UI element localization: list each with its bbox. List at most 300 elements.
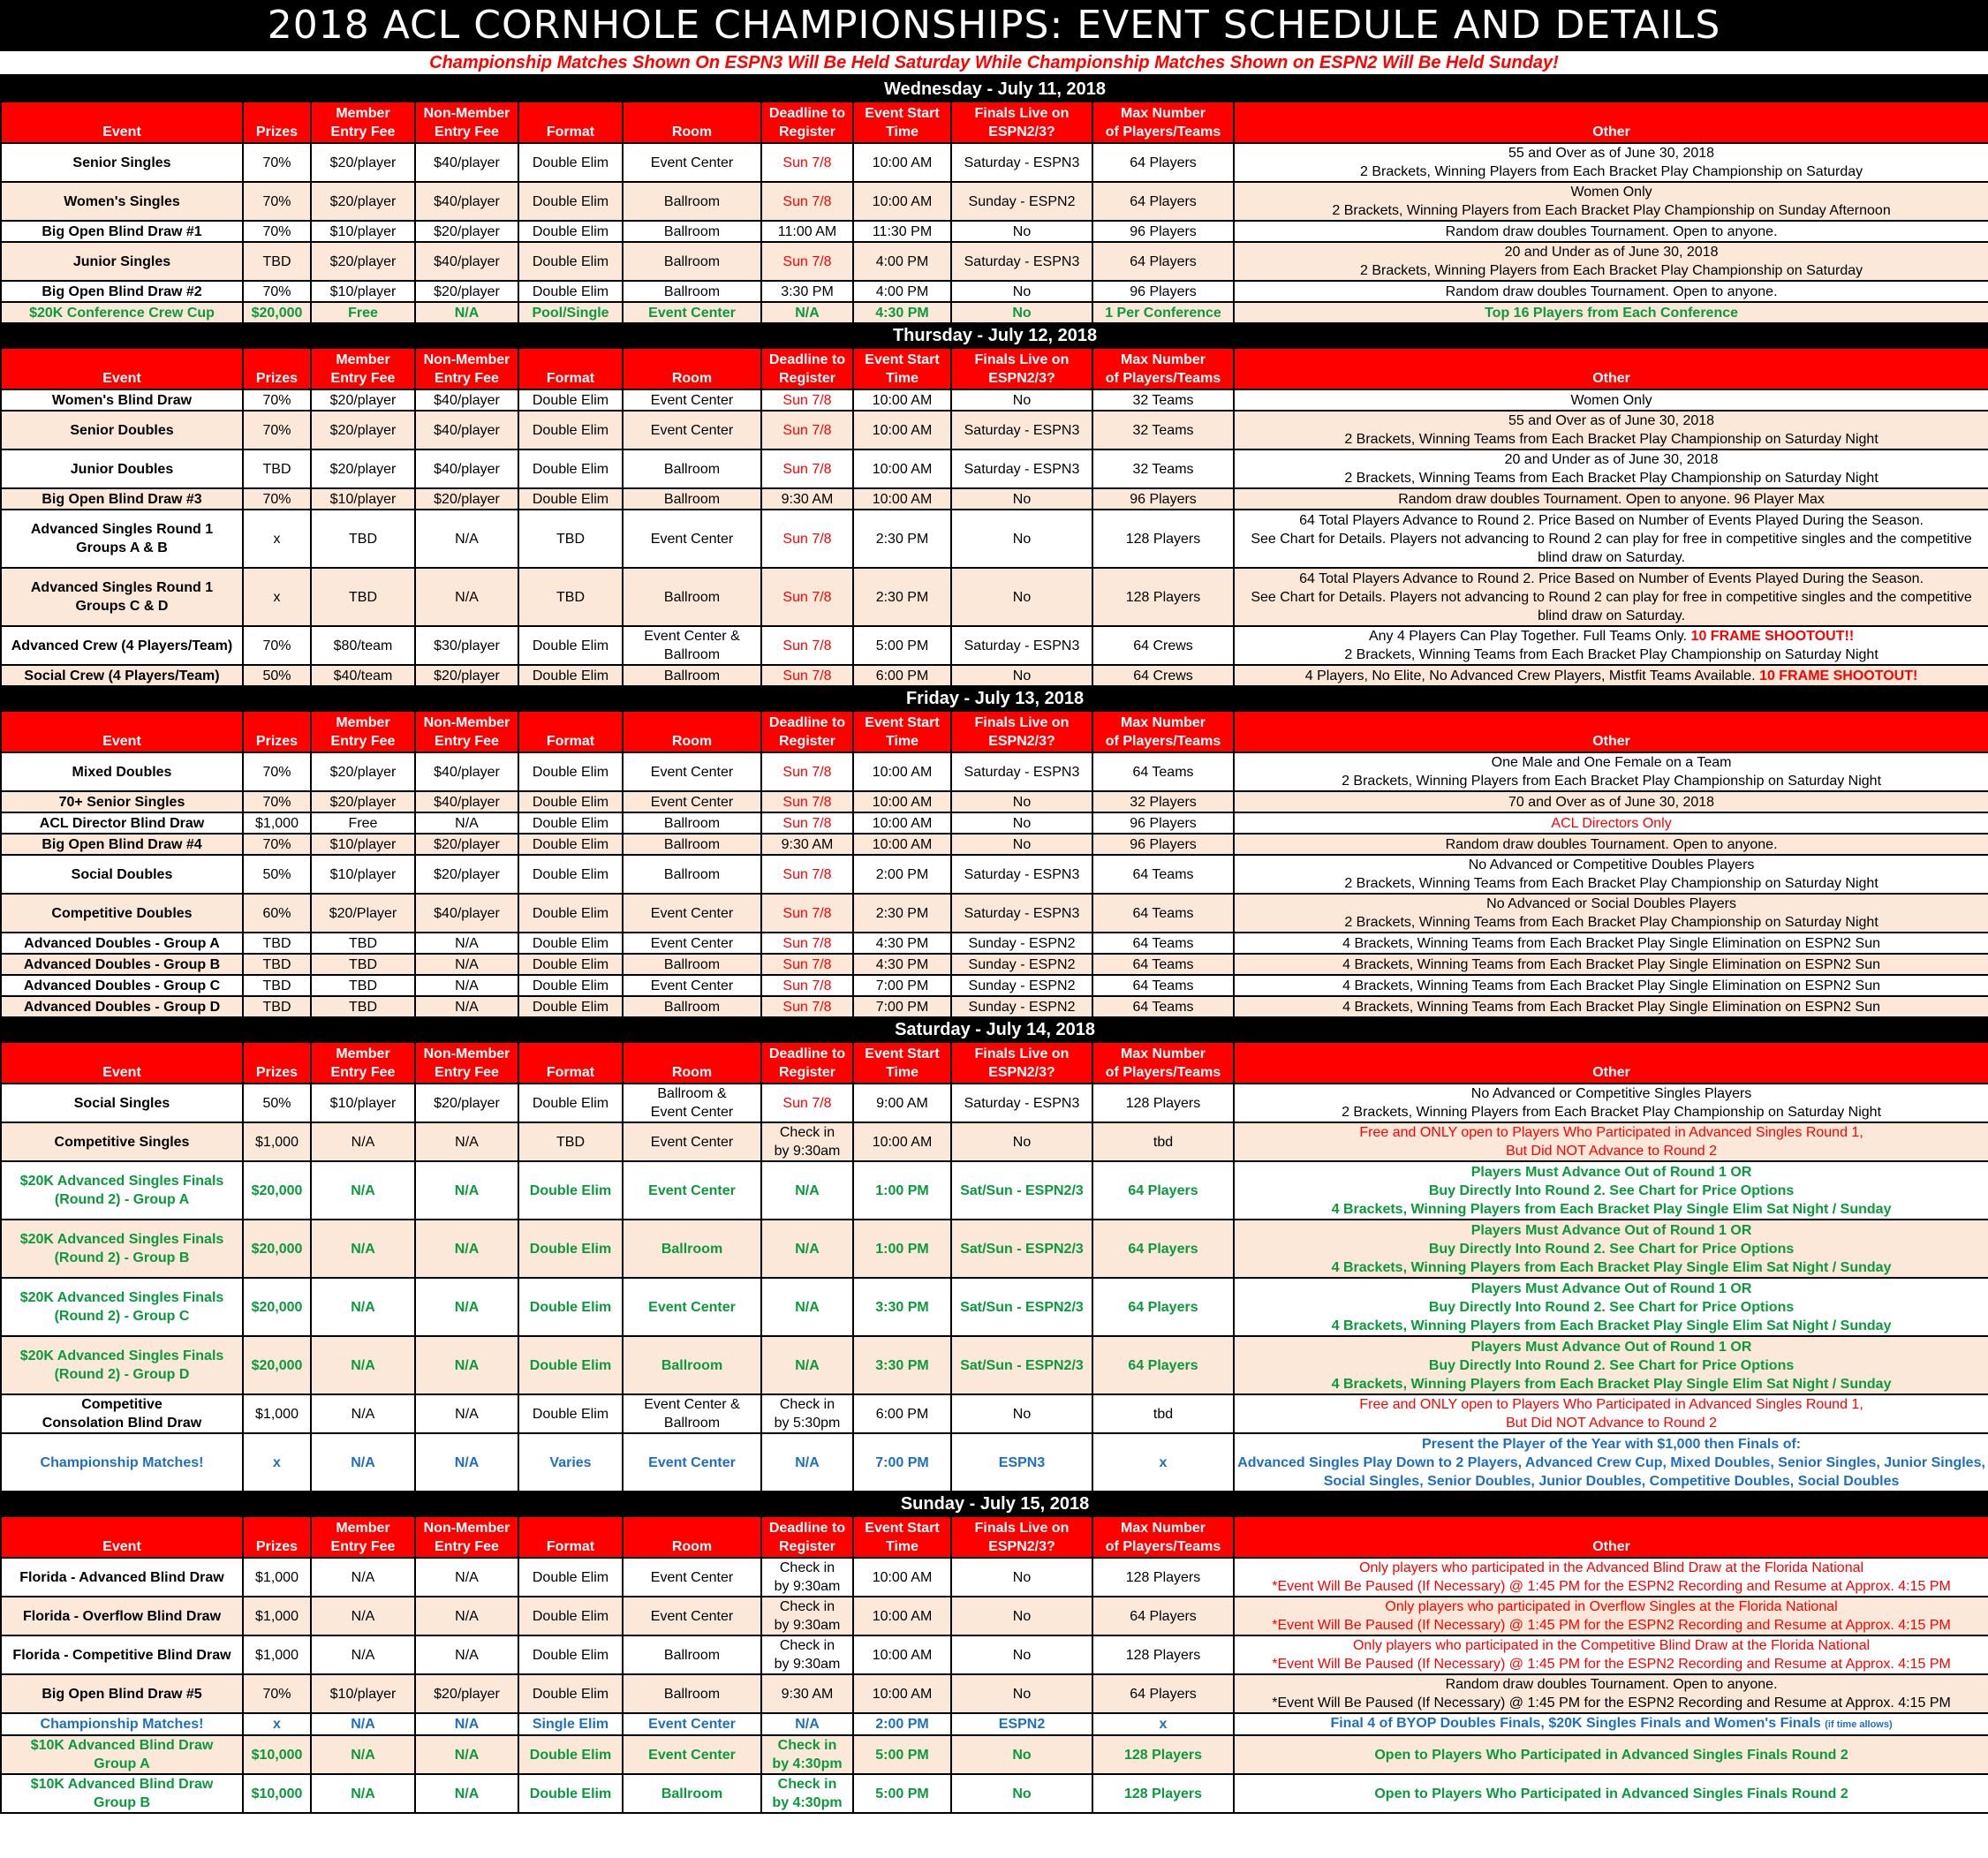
cell-member-fee: N/A <box>311 1122 415 1161</box>
column-header-room: Room <box>623 1516 761 1558</box>
cell-start-time: 7:00 PM <box>853 1433 951 1492</box>
cell-deadline: Sun 7/8 <box>761 626 853 665</box>
table-row <box>1 1220 1988 1278</box>
table-row <box>1 834 1988 855</box>
table-row <box>1 1558 1988 1597</box>
cell-finals-live: No <box>951 281 1092 302</box>
cell-member-fee: TBD <box>311 996 415 1017</box>
cell-finals-live: Sunday - ESPN2 <box>951 182 1092 221</box>
cell-room: Ballroom <box>623 221 761 242</box>
cell-room: Event Center <box>623 389 761 411</box>
cell-format: Double Elim <box>518 1635 623 1674</box>
cell-prizes: $20,000 <box>243 302 311 323</box>
cell-member-fee: TBD <box>311 510 415 568</box>
cell-member-fee: $20/player <box>311 791 415 812</box>
cell-finals-live: No <box>951 665 1092 686</box>
cell-max-number: 64 Players <box>1092 1161 1234 1220</box>
cell-format: Double Elim <box>518 1278 623 1336</box>
cell-format: Double Elim <box>518 143 623 182</box>
cell-room: Ballroom & Event Center <box>623 1084 761 1122</box>
cell-deadline: N/A <box>761 302 853 323</box>
column-header-event: Event <box>1 348 243 389</box>
cell-prizes: 70% <box>243 143 311 182</box>
cell-start-time: 4:00 PM <box>853 242 951 281</box>
cell-non-member-fee: $20/player <box>415 488 518 510</box>
cell-non-member-fee: $20/player <box>415 1674 518 1713</box>
cell-member-fee: $10/player <box>311 1084 415 1122</box>
table-row <box>1 975 1988 996</box>
cell-room: Event Center <box>623 510 761 568</box>
column-header-format: Format <box>518 1516 623 1558</box>
cell-max-number: 64 Players <box>1092 182 1234 221</box>
cell-start-time: 10:00 AM <box>853 449 951 488</box>
column-header-start-time: Event Start Time <box>853 348 951 389</box>
cell-member-fee: $20/player <box>311 242 415 281</box>
cell-member-fee: $10/player <box>311 855 415 894</box>
page-subtitle: Championship Matches Shown On ESPN3 Will Be Held Saturday While Championship Matches Shown on ESPN2 Will Be Held Sunday! <box>0 51 1988 76</box>
table-row <box>1 1597 1988 1635</box>
cell-finals-live: Sunday - ESPN2 <box>951 975 1092 996</box>
day-label: Friday - July 13, 2018 <box>1 686 1988 711</box>
table-row <box>1 665 1988 686</box>
cell-format: Double Elim <box>518 1220 623 1278</box>
cell-non-member-fee: $20/player <box>415 834 518 855</box>
cell-finals-live: No <box>951 302 1092 323</box>
column-header-other: Other <box>1234 348 1988 389</box>
column-header-non-member-fee: Non-Member Entry Fee <box>415 348 518 389</box>
cell-other: No Advanced or Competitive Doubles Players 2 Brackets, Winning Teams from Each Bracket Play Championship on Saturday Night <box>1234 855 1988 894</box>
cell-non-member-fee: $40/player <box>415 389 518 411</box>
cell-start-time: 1:00 PM <box>853 1161 951 1220</box>
cell-event: Advanced Crew (4 Players/Team) <box>1 626 243 665</box>
table-row <box>1 182 1988 221</box>
cell-start-time: 10:00 AM <box>853 1558 951 1597</box>
cell-event: Championship Matches! <box>1 1433 243 1492</box>
cell-prizes: $1,000 <box>243 1558 311 1597</box>
cell-room: Event Center & Ballroom <box>623 626 761 665</box>
cell-event: Women's Blind Draw <box>1 389 243 411</box>
column-header-member-fee: Member Entry Fee <box>311 102 415 143</box>
cell-non-member-fee: N/A <box>415 568 518 626</box>
column-header-prizes: Prizes <box>243 1516 311 1558</box>
cell-other: 4 Brackets, Winning Teams from Each Bracket Play Single Elimination on ESPN2 Sun <box>1234 996 1988 1017</box>
cell-prizes: 70% <box>243 1674 311 1713</box>
cell-max-number: 64 Crews <box>1092 626 1234 665</box>
table-row <box>1 752 1988 791</box>
cell-event: Competitive Consolation Blind Draw <box>1 1394 243 1433</box>
cell-member-fee: N/A <box>311 1161 415 1220</box>
cell-max-number: 64 Players <box>1092 242 1234 281</box>
cell-prizes: $1,000 <box>243 812 311 834</box>
cell-max-number: 96 Players <box>1092 221 1234 242</box>
table-row <box>1 1122 1988 1161</box>
column-header-deadline: Deadline to Register <box>761 711 853 752</box>
cell-member-fee: TBD <box>311 975 415 996</box>
cell-event: $10K Advanced Blind Draw Group A <box>1 1735 243 1774</box>
cell-non-member-fee: $40/player <box>415 182 518 221</box>
cell-member-fee: $20/player <box>311 182 415 221</box>
cell-format: Double Elim <box>518 812 623 834</box>
cell-event: Florida - Overflow Blind Draw <box>1 1597 243 1635</box>
cell-event: Florida - Competitive Blind Draw <box>1 1635 243 1674</box>
cell-other: 70 and Over as of June 30, 2018 <box>1234 791 1988 812</box>
cell-other: Random draw doubles Tournament. Open to anyone. <box>1234 834 1988 855</box>
cell-start-time: 10:00 AM <box>853 752 951 791</box>
table-row <box>1 389 1988 411</box>
cell-room: Event Center <box>623 1433 761 1492</box>
cell-format: Double Elim <box>518 411 623 449</box>
cell-start-time: 10:00 AM <box>853 182 951 221</box>
cell-finals-live: No <box>951 1674 1092 1713</box>
column-header-room: Room <box>623 348 761 389</box>
cell-other: 4 Brackets, Winning Teams from Each Bracket Play Single Elimination on ESPN2 Sun <box>1234 954 1988 975</box>
column-header-finals-live: Finals Live on ESPN2/3? <box>951 102 1092 143</box>
table-row <box>1 1774 1988 1813</box>
cell-deadline: Sun 7/8 <box>761 894 853 933</box>
cell-event: Advanced Singles Round 1 Groups C & D <box>1 568 243 626</box>
table-row <box>1 302 1988 323</box>
cell-format: Pool/Single <box>518 302 623 323</box>
cell-deadline: Sun 7/8 <box>761 933 853 954</box>
cell-format: Double Elim <box>518 855 623 894</box>
cell-event: Social Singles <box>1 1084 243 1122</box>
cell-event: $20K Conference Crew Cup <box>1 302 243 323</box>
cell-event: Florida - Advanced Blind Draw <box>1 1558 243 1597</box>
column-header-room: Room <box>623 711 761 752</box>
cell-finals-live: No <box>951 488 1092 510</box>
cell-start-time: 7:00 PM <box>853 996 951 1017</box>
table-row <box>1 1713 1988 1735</box>
column-header-finals-live: Finals Live on ESPN2/3? <box>951 1042 1092 1084</box>
cell-deadline: Sun 7/8 <box>761 812 853 834</box>
cell-deadline: N/A <box>761 1713 853 1735</box>
cell-other: Top 16 Players from Each Conference <box>1234 302 1988 323</box>
cell-non-member-fee: $20/player <box>415 221 518 242</box>
cell-room: Ballroom <box>623 954 761 975</box>
cell-finals-live: Saturday - ESPN3 <box>951 242 1092 281</box>
cell-finals-live: No <box>951 568 1092 626</box>
cell-event: Big Open Blind Draw #5 <box>1 1674 243 1713</box>
cell-member-fee: TBD <box>311 933 415 954</box>
cell-finals-live: Sunday - ESPN2 <box>951 996 1092 1017</box>
cell-prizes: $10,000 <box>243 1735 311 1774</box>
cell-start-time: 10:00 AM <box>853 1635 951 1674</box>
cell-room: Event Center <box>623 143 761 182</box>
cell-finals-live: Sat/Sun - ESPN2/3 <box>951 1278 1092 1336</box>
cell-max-number: x <box>1092 1433 1234 1492</box>
day-header <box>1 323 1988 348</box>
cell-deadline: Check in by 9:30am <box>761 1122 853 1161</box>
column-header-deadline: Deadline to Register <box>761 1042 853 1084</box>
cell-other: Women Only <box>1234 389 1988 411</box>
cell-format: TBD <box>518 568 623 626</box>
day-label: Thursday - July 12, 2018 <box>1 323 1988 348</box>
cell-deadline: Check in by 9:30am <box>761 1597 853 1635</box>
table-row <box>1 626 1988 665</box>
column-header-start-time: Event Start Time <box>853 1516 951 1558</box>
cell-room: Event Center <box>623 933 761 954</box>
cell-prizes: TBD <box>243 933 311 954</box>
cell-prizes: x <box>243 1433 311 1492</box>
cell-event: Championship Matches! <box>1 1713 243 1735</box>
cell-event: $20K Advanced Singles Finals (Round 2) - Group C <box>1 1278 243 1336</box>
cell-prizes: 70% <box>243 389 311 411</box>
cell-prizes: $20,000 <box>243 1336 311 1394</box>
table-row <box>1 1674 1988 1713</box>
cell-deadline: Sun 7/8 <box>761 242 853 281</box>
cell-prizes: 70% <box>243 221 311 242</box>
column-header-non-member-fee: Non-Member Entry Fee <box>415 1516 518 1558</box>
cell-deadline: 9:30 AM <box>761 834 853 855</box>
cell-event: Advanced Doubles - Group C <box>1 975 243 996</box>
table-row <box>1 1336 1988 1394</box>
cell-prizes: 70% <box>243 488 311 510</box>
cell-non-member-fee: N/A <box>415 1774 518 1813</box>
cell-finals-live: Saturday - ESPN3 <box>951 449 1092 488</box>
cell-start-time: 2:00 PM <box>853 1713 951 1735</box>
cell-format: Double Elim <box>518 791 623 812</box>
day-header <box>1 686 1988 711</box>
cell-deadline: Sun 7/8 <box>761 143 853 182</box>
cell-prizes: TBD <box>243 449 311 488</box>
cell-start-time: 10:00 AM <box>853 488 951 510</box>
cell-non-member-fee: N/A <box>415 1433 518 1492</box>
cell-non-member-fee: N/A <box>415 1122 518 1161</box>
column-header-room: Room <box>623 102 761 143</box>
cell-event: Big Open Blind Draw #1 <box>1 221 243 242</box>
cell-non-member-fee: N/A <box>415 302 518 323</box>
cell-deadline: Check in by 9:30am <box>761 1558 853 1597</box>
cell-other: No Advanced or Social Doubles Players 2 Brackets, Winning Teams from Each Bracket Play Championship on Saturday Night <box>1234 894 1988 933</box>
cell-finals-live: No <box>951 812 1092 834</box>
cell-member-fee: N/A <box>311 1774 415 1813</box>
cell-event: Advanced Doubles - Group D <box>1 996 243 1017</box>
cell-event: $10K Advanced Blind Draw Group B <box>1 1774 243 1813</box>
column-header-prizes: Prizes <box>243 348 311 389</box>
cell-deadline: Sun 7/8 <box>761 791 853 812</box>
cell-start-time: 10:00 AM <box>853 143 951 182</box>
day-label: Saturday - July 14, 2018 <box>1 1017 1988 1042</box>
column-header-other: Other <box>1234 102 1988 143</box>
cell-event: Big Open Blind Draw #2 <box>1 281 243 302</box>
cell-room: Ballroom <box>623 665 761 686</box>
cell-other: Only players who participated in Overflow Singles at the Florida National *Event Will Be Paused (If Necessary) @ 1:45 PM for the ESPN2 Recording and Resume at Approx. 4:15 PM <box>1234 1597 1988 1635</box>
cell-max-number: 64 Teams <box>1092 855 1234 894</box>
cell-other: Open to Players Who Participated in Advanced Singles Finals Round 2 <box>1234 1735 1988 1774</box>
cell-max-number: 128 Players <box>1092 1558 1234 1597</box>
cell-format: Double Elim <box>518 488 623 510</box>
cell-start-time: 3:30 PM <box>853 1278 951 1336</box>
cell-start-time: 2:30 PM <box>853 510 951 568</box>
cell-prizes: 50% <box>243 1084 311 1122</box>
cell-max-number: 96 Players <box>1092 488 1234 510</box>
cell-deadline: N/A <box>761 1336 853 1394</box>
cell-non-member-fee: $40/player <box>415 449 518 488</box>
cell-finals-live: ESPN2 <box>951 1713 1092 1735</box>
table-row <box>1 855 1988 894</box>
cell-max-number: tbd <box>1092 1394 1234 1433</box>
column-header-row <box>1 348 1988 389</box>
column-header-row <box>1 1516 1988 1558</box>
column-header-format: Format <box>518 1042 623 1084</box>
table-row <box>1 1161 1988 1220</box>
cell-finals-live: Saturday - ESPN3 <box>951 626 1092 665</box>
cell-start-time: 10:00 AM <box>853 812 951 834</box>
cell-non-member-fee: N/A <box>415 996 518 1017</box>
cell-start-time: 6:00 PM <box>853 1394 951 1433</box>
column-header-non-member-fee: Non-Member Entry Fee <box>415 1042 518 1084</box>
cell-prizes: $1,000 <box>243 1122 311 1161</box>
cell-format: Double Elim <box>518 1161 623 1220</box>
cell-finals-live: No <box>951 791 1092 812</box>
cell-max-number: 128 Players <box>1092 1635 1234 1674</box>
cell-member-fee: $40/team <box>311 665 415 686</box>
cell-non-member-fee: $30/player <box>415 626 518 665</box>
table-row <box>1 1433 1988 1492</box>
cell-non-member-fee: N/A <box>415 1161 518 1220</box>
cell-finals-live: Saturday - ESPN3 <box>951 143 1092 182</box>
cell-other: Players Must Advance Out of Round 1 OR Buy Directly Into Round 2. See Chart for Price Options 4 Brackets, Winning Players from Each Bracket Play Single Elim Sat Night / Sunday <box>1234 1278 1988 1336</box>
cell-start-time: 4:30 PM <box>853 933 951 954</box>
cell-max-number: 32 Teams <box>1092 389 1234 411</box>
cell-event: Junior Doubles <box>1 449 243 488</box>
cell-deadline: Check in by 9:30am <box>761 1635 853 1674</box>
cell-start-time: 2:00 PM <box>853 855 951 894</box>
cell-start-time: 4:00 PM <box>853 281 951 302</box>
cell-member-fee: N/A <box>311 1735 415 1774</box>
cell-format: Double Elim <box>518 389 623 411</box>
cell-prizes: $1,000 <box>243 1597 311 1635</box>
cell-format: Double Elim <box>518 1674 623 1713</box>
cell-non-member-fee: N/A <box>415 812 518 834</box>
schedule-body <box>1 77 1988 1813</box>
cell-deadline: Check in by 5:30pm <box>761 1394 853 1433</box>
cell-event: Social Doubles <box>1 855 243 894</box>
cell-format: Single Elim <box>518 1713 623 1735</box>
cell-other: Women Only 2 Brackets, Winning Players from Each Bracket Play Championship on Sunday Afternoon <box>1234 182 1988 221</box>
cell-start-time: 5:00 PM <box>853 1774 951 1813</box>
cell-event: 70+ Senior Singles <box>1 791 243 812</box>
cell-deadline: Sun 7/8 <box>761 182 853 221</box>
cell-room: Event Center <box>623 1161 761 1220</box>
cell-finals-live: Saturday - ESPN3 <box>951 1084 1092 1122</box>
cell-non-member-fee: $40/player <box>415 143 518 182</box>
cell-other: Any 4 Players Can Play Together. Full Teams Only. 10 FRAME SHOOTOUT!! 2 Brackets, Winning Teams from Each Bracket Play Championship on Saturday Night <box>1234 626 1988 665</box>
cell-format: Double Elim <box>518 1394 623 1433</box>
cell-member-fee: $80/team <box>311 626 415 665</box>
column-header-format: Format <box>518 711 623 752</box>
cell-other: Present the Player of the Year with $1,000 then Finals of: Advanced Singles Play Down to 2 Players, Advanced Crew Cup, Mixed Doubles, Senior Singles, Junior Singles, Social Singles, Senior Doubles, Junior Doubles, Competitive Doubles, Social Doubles <box>1234 1433 1988 1492</box>
table-row <box>1 242 1988 281</box>
cell-deadline: Sun 7/8 <box>761 975 853 996</box>
cell-member-fee: $20/player <box>311 449 415 488</box>
cell-format: Double Elim <box>518 1558 623 1597</box>
table-row <box>1 1394 1988 1433</box>
cell-deadline: 9:30 AM <box>761 1674 853 1713</box>
column-header-member-fee: Member Entry Fee <box>311 348 415 389</box>
column-header-max-number: Max Number of Players/Teams <box>1092 1042 1234 1084</box>
cell-prizes: $10,000 <box>243 1774 311 1813</box>
cell-max-number: 128 Players <box>1092 1774 1234 1813</box>
cell-room: Ballroom <box>623 834 761 855</box>
table-row <box>1 791 1988 812</box>
cell-deadline: N/A <box>761 1161 853 1220</box>
cell-max-number: 128 Players <box>1092 510 1234 568</box>
cell-max-number: 64 Players <box>1092 143 1234 182</box>
cell-format: Double Elim <box>518 954 623 975</box>
cell-format: Double Elim <box>518 1735 623 1774</box>
cell-deadline: Sun 7/8 <box>761 449 853 488</box>
cell-non-member-fee: $20/player <box>415 1084 518 1122</box>
cell-finals-live: No <box>951 1597 1092 1635</box>
column-header-other: Other <box>1234 711 1988 752</box>
cell-room: Event Center <box>623 975 761 996</box>
cell-max-number: 64 Teams <box>1092 752 1234 791</box>
cell-other: No Advanced or Competitive Singles Players 2 Brackets, Winning Players from Each Bracket Play Championship on Saturday Night <box>1234 1084 1988 1122</box>
table-row <box>1 281 1988 302</box>
cell-member-fee: N/A <box>311 1433 415 1492</box>
column-header-prizes: Prizes <box>243 102 311 143</box>
cell-member-fee: $10/player <box>311 281 415 302</box>
cell-max-number: 128 Players <box>1092 1735 1234 1774</box>
cell-member-fee: $10/player <box>311 834 415 855</box>
cell-finals-live: No <box>951 1735 1092 1774</box>
cell-non-member-fee: N/A <box>415 1713 518 1735</box>
note-small: (if time allows) <box>1825 1719 1893 1730</box>
cell-non-member-fee: N/A <box>415 510 518 568</box>
cell-finals-live: No <box>951 221 1092 242</box>
column-header-start-time: Event Start Time <box>853 1042 951 1084</box>
column-header-prizes: Prizes <box>243 711 311 752</box>
column-header-non-member-fee: Non-Member Entry Fee <box>415 711 518 752</box>
cell-format: Double Elim <box>518 834 623 855</box>
cell-max-number: 32 Teams <box>1092 449 1234 488</box>
cell-finals-live: Saturday - ESPN3 <box>951 752 1092 791</box>
cell-member-fee: TBD <box>311 568 415 626</box>
cell-deadline: 11:00 AM <box>761 221 853 242</box>
cell-format: Double Elim <box>518 1084 623 1122</box>
cell-finals-live: No <box>951 510 1092 568</box>
cell-other: 4 Brackets, Winning Teams from Each Bracket Play Single Elimination on ESPN2 Sun <box>1234 975 1988 996</box>
cell-max-number: 96 Players <box>1092 834 1234 855</box>
column-header-format: Format <box>518 348 623 389</box>
cell-start-time: 11:30 PM <box>853 221 951 242</box>
cell-format: Double Elim <box>518 182 623 221</box>
table-row <box>1 221 1988 242</box>
column-header-member-fee: Member Entry Fee <box>311 1042 415 1084</box>
cell-deadline: N/A <box>761 1433 853 1492</box>
cell-deadline: Sun 7/8 <box>761 411 853 449</box>
column-header-row <box>1 102 1988 143</box>
cell-event: $20K Advanced Singles Finals (Round 2) - Group B <box>1 1220 243 1278</box>
cell-deadline: Sun 7/8 <box>761 996 853 1017</box>
cell-prizes: x <box>243 568 311 626</box>
day-label: Sunday - July 15, 2018 <box>1 1492 1988 1516</box>
table-row <box>1 954 1988 975</box>
cell-deadline: Sun 7/8 <box>761 568 853 626</box>
cell-max-number: 1 Per Conference <box>1092 302 1234 323</box>
cell-start-time: 2:30 PM <box>853 568 951 626</box>
cell-format: Double Elim <box>518 752 623 791</box>
column-header-room: Room <box>623 1042 761 1084</box>
cell-non-member-fee: N/A <box>415 933 518 954</box>
cell-room: Event Center <box>623 1597 761 1635</box>
cell-room: Event Center <box>623 894 761 933</box>
column-header-max-number: Max Number of Players/Teams <box>1092 102 1234 143</box>
cell-max-number: 64 Teams <box>1092 975 1234 996</box>
cell-room: Event Center <box>623 1713 761 1735</box>
cell-non-member-fee: N/A <box>415 975 518 996</box>
